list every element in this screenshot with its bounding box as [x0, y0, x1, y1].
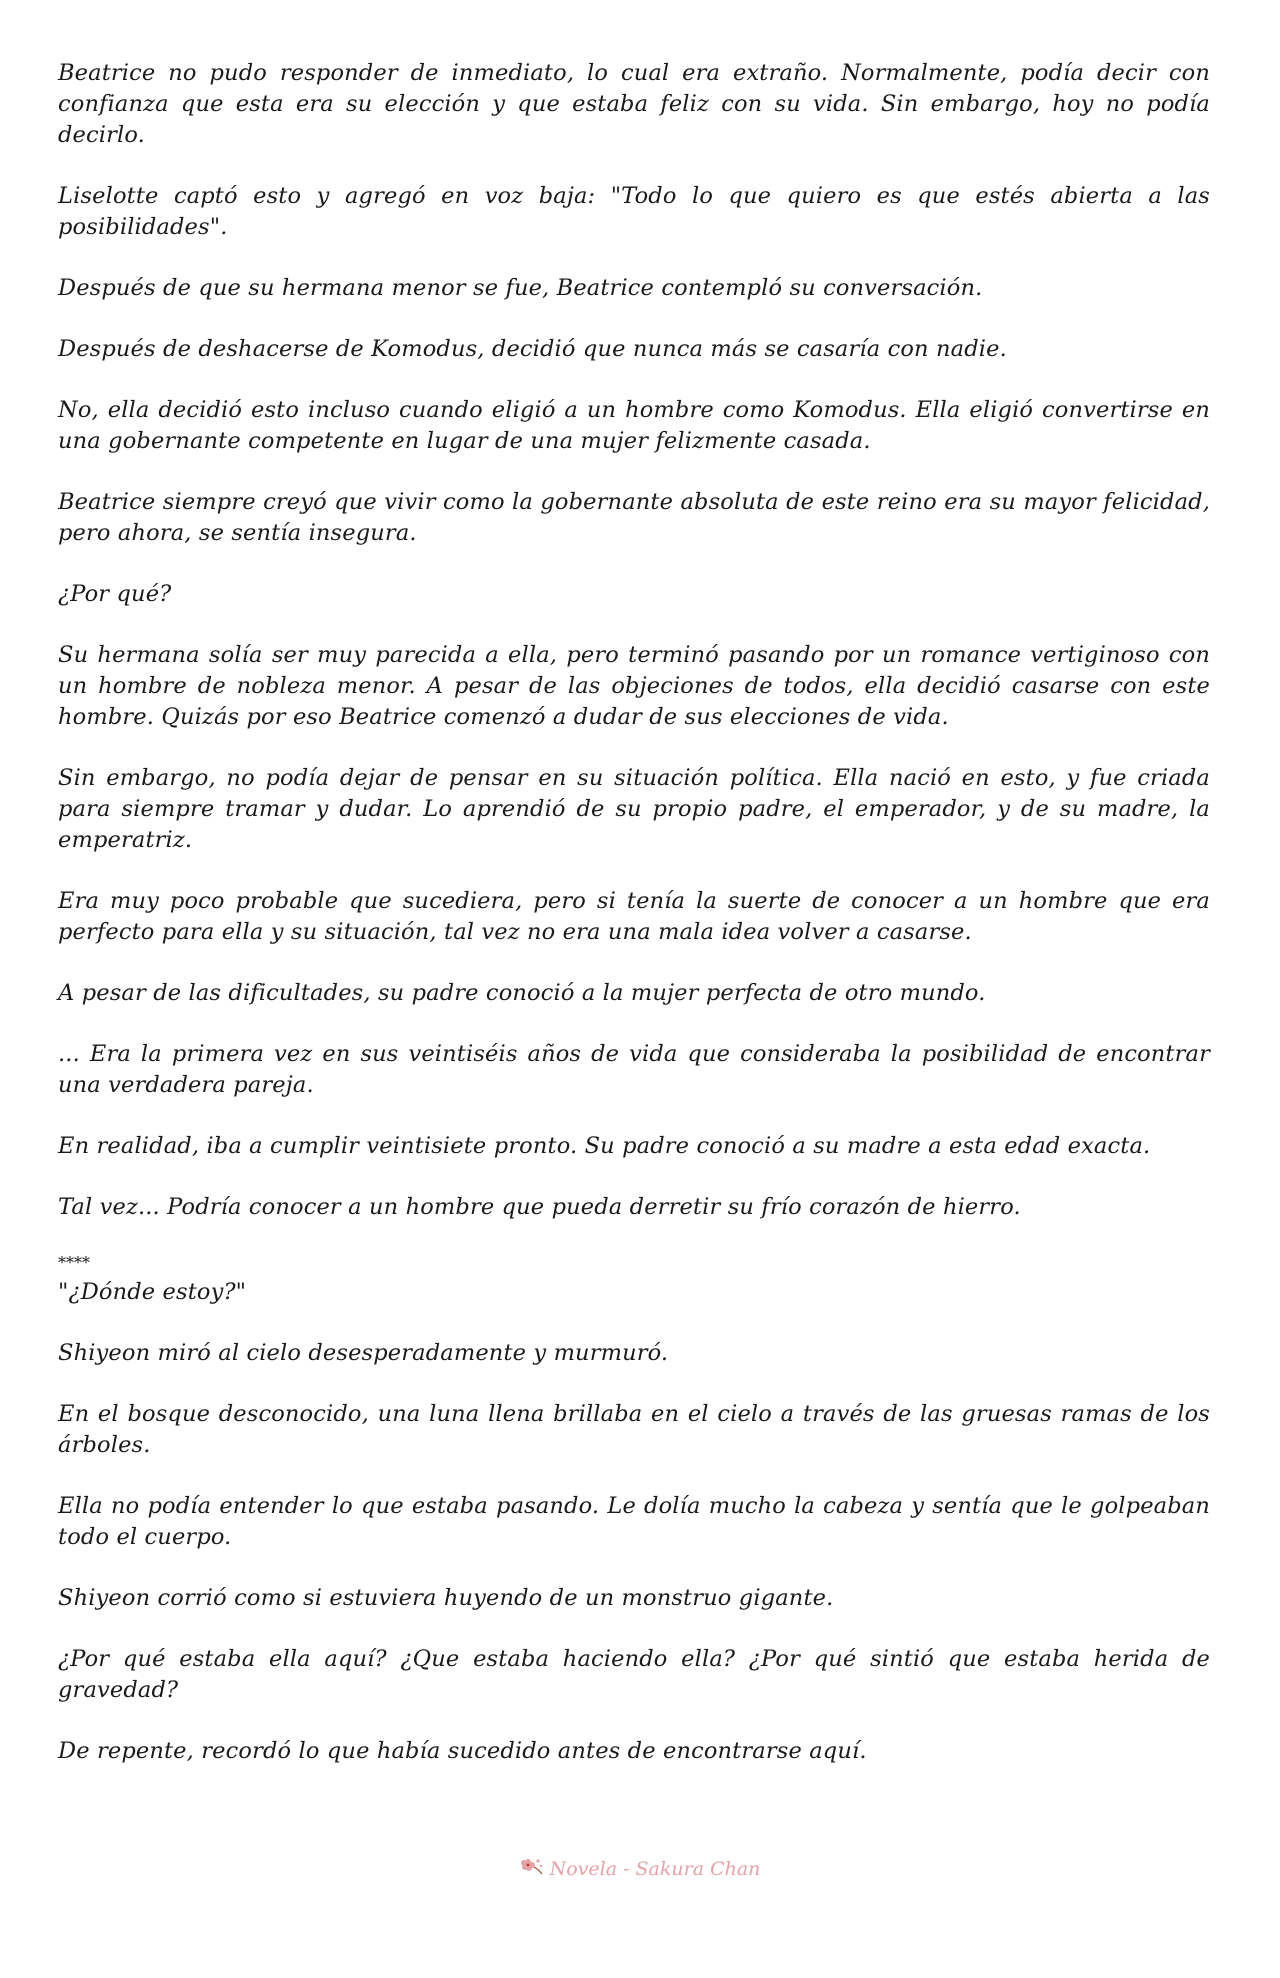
watermark [0, 1857, 1280, 1882]
paragraph: Ella no podía entender lo que estaba pasando. Le dolía mucho la cabeza y sentía que le golpeaban todo el cuerpo. [58, 1493, 1210, 1550]
document-body [58, 58, 1210, 1797]
paragraph: Tal vez... Podría conocer a un hombre que pueda derretir su frío corazón de hierro. [58, 1194, 1021, 1220]
paragraph: Era muy poco probable que sucediera, pero si tenía la suerte de conocer a un hombre que era perfecto para ella y su situación, tal vez no era una mala idea volver a casarse. [58, 888, 1210, 945]
paragraph: Shiyeon corrió como si estuviera huyendo de un monstruo gigante. [58, 1585, 834, 1611]
paragraph: Su hermana solía ser muy parecida a ella, pero terminó pasando por un romance vertiginoso con un hombre de nobleza menor. A pesar de las objeciones de todos, ella decidió casarse con este hombre. Quizás por eso Beatrice comenzó a dudar de sus elecciones de vida. [58, 642, 1210, 730]
paragraph: Después de deshacerse de Komodus, decidió que nunca más se casaría con nadie. [58, 336, 1007, 362]
paragraph: ¿Por qué estaba ella aquí? ¿Que estaba haciendo ella? ¿Por qué sintió que estaba herida de gravedad? [58, 1646, 1210, 1703]
paragraph: Beatrice siempre creyó que vivir como la gobernante absoluta de este reino era su mayor felicidad, pero ahora, se sentía insegura. [58, 489, 1210, 546]
scene-separator: **** [58, 1253, 90, 1272]
paragraph: ... Era la primera vez en sus veintiséis años de vida que consideraba la posibilidad de encontrar una verdadera pareja. [58, 1041, 1210, 1098]
paragraph: No, ella decidió esto incluso cuando eligió a un hombre como Komodus. Ella eligió convertirse en una gobernante competente en lugar de una mujer felizmente casada. [58, 397, 1210, 454]
paragraph: Después de que su hermana menor se fue, Beatrice contempló su conversación. [58, 275, 983, 301]
paragraph: Beatrice no pudo responder de inmediato, lo cual era extraño. Normalmente, podía decir con confianza que esta era su elección y que estaba feliz con su vida. Sin embargo, hoy no podía decirlo. [58, 60, 1210, 148]
paragraph: A pesar de las dificultades, su padre conoció a la mujer perfecta de otro mundo. [58, 980, 986, 1006]
watermark-text: Novela - Sakura Chan [549, 1858, 761, 1880]
paragraph: Sin embargo, no podía dejar de pensar en su situación política. Ella nació en esto, y fue criada para siempre tramar y dudar. Lo aprendió de su propio padre, el emperador, y de su madre, la emperatriz. [58, 765, 1210, 853]
paragraph: Liselotte captó esto y agregó en voz baja: "Todo lo que quiero es que estés abierta a las posibilidades". [58, 183, 1210, 240]
paragraph: ¿Por qué? [58, 581, 172, 607]
cherry-blossom-icon [520, 1857, 544, 1882]
paragraph: En realidad, iba a cumplir veintisiete pronto. Su padre conoció a su madre a esta edad exacta. [58, 1133, 1151, 1159]
paragraph: "¿Dónde estoy?" [58, 1279, 247, 1305]
paragraph: De repente, recordó lo que había sucedido antes de encontrarse aquí. [58, 1738, 867, 1764]
paragraph: En el bosque desconocido, una luna llena brillaba en el cielo a través de las gruesas ramas de los árboles. [58, 1401, 1210, 1458]
paragraph: Shiyeon miró al cielo desesperadamente y murmuró. [58, 1340, 669, 1366]
